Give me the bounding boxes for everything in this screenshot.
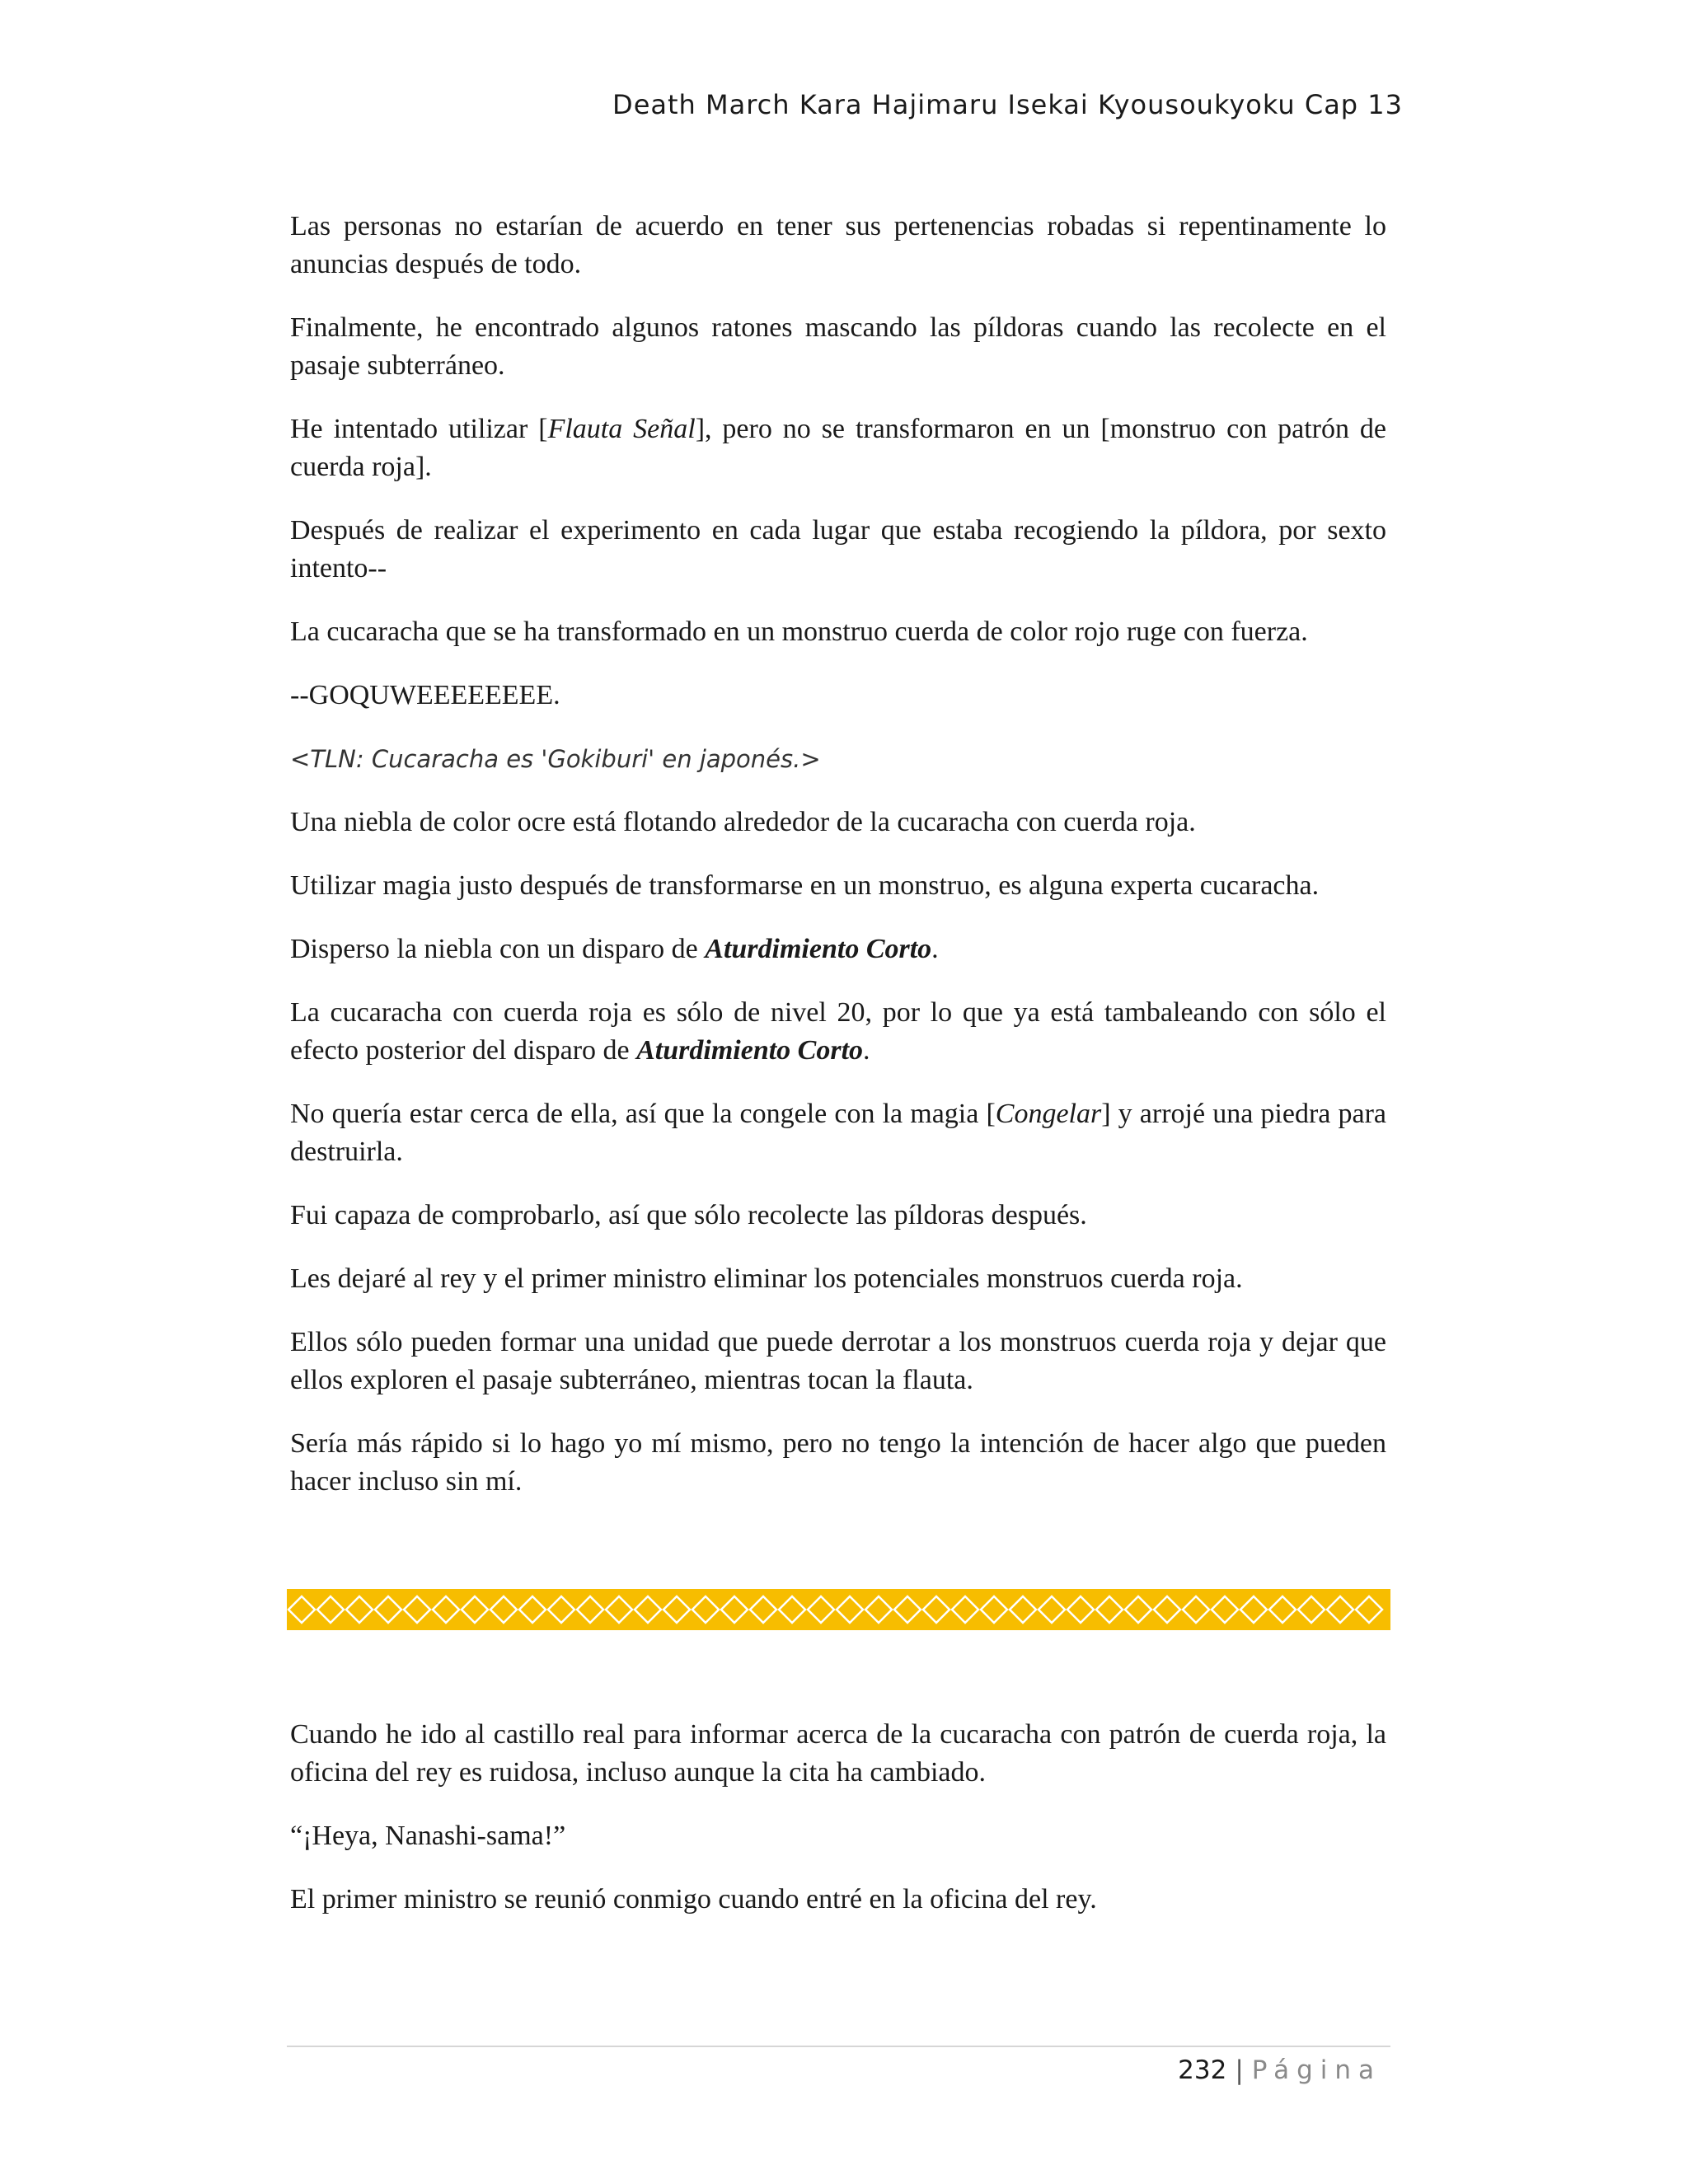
paragraph — [290, 930, 1386, 968]
diamond-outline-icon — [750, 1596, 776, 1623]
paragraph-text: He intentado utilizar [ — [290, 414, 548, 444]
paragraph-text: . — [863, 1035, 870, 1066]
item-name-italic: Flauta Señal — [547, 414, 696, 444]
paragraph-text: . — [931, 934, 939, 964]
diamond-outline-icon — [1269, 1596, 1296, 1623]
translator-note: <TLN: Cucaracha es 'Gokiburi' en japonés.> — [290, 745, 821, 773]
diamond-outline-icon — [894, 1596, 921, 1623]
diamond-outline-icon — [519, 1596, 546, 1623]
paragraph — [290, 994, 1386, 1070]
paragraph: Les dejaré al rey y el primer ministro eliminar los potenciales monstruos cuerda roja. — [290, 1263, 1243, 1294]
paragraph — [290, 1095, 1386, 1171]
diamond-outline-icon — [1125, 1596, 1151, 1623]
diamond-outline-icon — [433, 1596, 459, 1623]
diamond-outline-icon — [1067, 1596, 1094, 1623]
diamond-outline-icon — [1039, 1596, 1065, 1623]
paragraph: Sería más rápido si lo hago yo mí mismo, pero no tengo la intención de hacer algo que pueden hacer incluso sin mí. — [290, 1428, 1386, 1497]
footer-divider — [287, 2046, 1390, 2047]
diamond-outline-icon — [375, 1596, 401, 1623]
diamond-outline-icon — [346, 1596, 373, 1623]
paragraph-text: ] y arrojé una piedra para destruirla. — [290, 1099, 1386, 1167]
paragraph-text: No quería estar cerca de ella, así que la congele con la magia [ — [290, 1099, 996, 1129]
paragraph: Después de realizar el experimento en cada lugar que estaba recogiendo la píldora, por sexto intento-- — [290, 515, 1386, 583]
diamond-outline-icon — [1327, 1596, 1353, 1623]
diamond-outline-icon — [404, 1596, 430, 1623]
diamond-outline-icon — [462, 1596, 488, 1623]
paragraph-sound-effect: --GOQUWEEEEEEEE. — [290, 680, 560, 710]
diamond-outline-icon — [1298, 1596, 1325, 1623]
paragraph: Fui capaza de comprobarlo, así que sólo recolecte las píldoras después. — [290, 1200, 1087, 1230]
paragraph: Las personas no estarían de acuerdo en tener sus pertenencias robadas si repentinamente lo anuncias después de todo. — [290, 211, 1386, 279]
diamond-outline-icon — [1240, 1596, 1267, 1623]
diamond-outline-icon — [952, 1596, 978, 1623]
page-label: Página — [1251, 2055, 1381, 2085]
page-header: Death March Kara Hajimaru Isekai Kyousoukyoku Cap 13 — [612, 89, 1403, 120]
diamond-outline-icon — [606, 1596, 632, 1623]
diamond-outline-icon — [1356, 1596, 1382, 1623]
paragraph: Finalmente, he encontrado algunos ratones mascando las píldoras cuando las recolecte en el pasaje subterráneo. — [290, 312, 1386, 381]
skill-name-bold-italic: Aturdimiento Corto — [705, 934, 932, 964]
diamond-outline-icon — [1183, 1596, 1209, 1623]
diamond-outline-icon — [1154, 1596, 1180, 1623]
diamond-pattern — [287, 1589, 1390, 1630]
body-bottom — [290, 1716, 1386, 1944]
paragraph-dialogue: “¡Heya, Nanashi-sama!” — [290, 1821, 566, 1851]
paragraph — [290, 410, 1386, 486]
diamond-outline-icon — [288, 1596, 315, 1623]
paragraph: Una niebla de color ocre está flotando alrededor de la cucaracha con cuerda roja. — [290, 807, 1196, 837]
diamond-outline-icon — [779, 1596, 805, 1623]
paragraph: El primer ministro se reunió conmigo cuando entré en la oficina del rey. — [290, 1884, 1097, 1915]
paragraph: Utilizar magia justo después de transformarse en un monstruo, es alguna experta cucaracha. — [290, 870, 1320, 901]
spell-name-italic: Congelar — [995, 1099, 1102, 1129]
paragraph-text: La cucaracha con cuerda roja es sólo de nivel 20, por lo que ya está tambaleando con sólo el efecto posterior del disparo de — [290, 997, 1386, 1066]
footer-separator: | — [1235, 2055, 1244, 2085]
paragraph: Cuando he ido al castillo real para informar acerca de la cucaracha con patrón de cuerda roja, la oficina del rey es ruidosa, incluso aunque la cita ha cambiado. — [290, 1719, 1386, 1788]
paragraph: La cucaracha que se ha transformado en un monstruo cuerda de color rojo ruge con fuerza. — [290, 616, 1308, 647]
diamond-outline-icon — [1212, 1596, 1238, 1623]
diamond-outline-icon — [548, 1596, 574, 1623]
diamond-outline-icon — [490, 1596, 517, 1623]
diamond-outline-icon — [577, 1596, 603, 1623]
body-top — [290, 208, 1386, 1526]
page-number: 232 — [1178, 2055, 1227, 2085]
diamond-outline-icon — [1096, 1596, 1123, 1623]
scene-break-divider — [287, 1589, 1390, 1630]
diamond-outline-icon — [317, 1596, 344, 1623]
diamond-outline-icon — [663, 1596, 690, 1623]
diamond-outline-icon — [981, 1596, 1007, 1623]
page-footer — [1178, 2055, 1381, 2085]
diamond-outline-icon — [721, 1596, 748, 1623]
diamond-outline-icon — [865, 1596, 892, 1623]
skill-name-bold-italic: Aturdimiento Corto — [636, 1035, 864, 1066]
paragraph: Ellos sólo pueden formar una unidad que puede derrotar a los monstruos cuerda roja y dejar que ellos exploren el pasaje subterráneo, mientras tocan la flauta. — [290, 1327, 1386, 1395]
diamond-outline-icon — [692, 1596, 719, 1623]
paragraph-text: Disperso la niebla con un disparo de — [290, 934, 706, 964]
diamond-outline-icon — [837, 1596, 863, 1623]
diamond-outline-icon — [635, 1596, 661, 1623]
paragraph-text: ], pero no se transformaron en un [monstruo con patrón de cuerda roja]. — [290, 414, 1386, 482]
diamond-outline-icon — [1010, 1596, 1036, 1623]
diamond-outline-icon — [808, 1596, 834, 1623]
diamond-outline-icon — [923, 1596, 950, 1623]
